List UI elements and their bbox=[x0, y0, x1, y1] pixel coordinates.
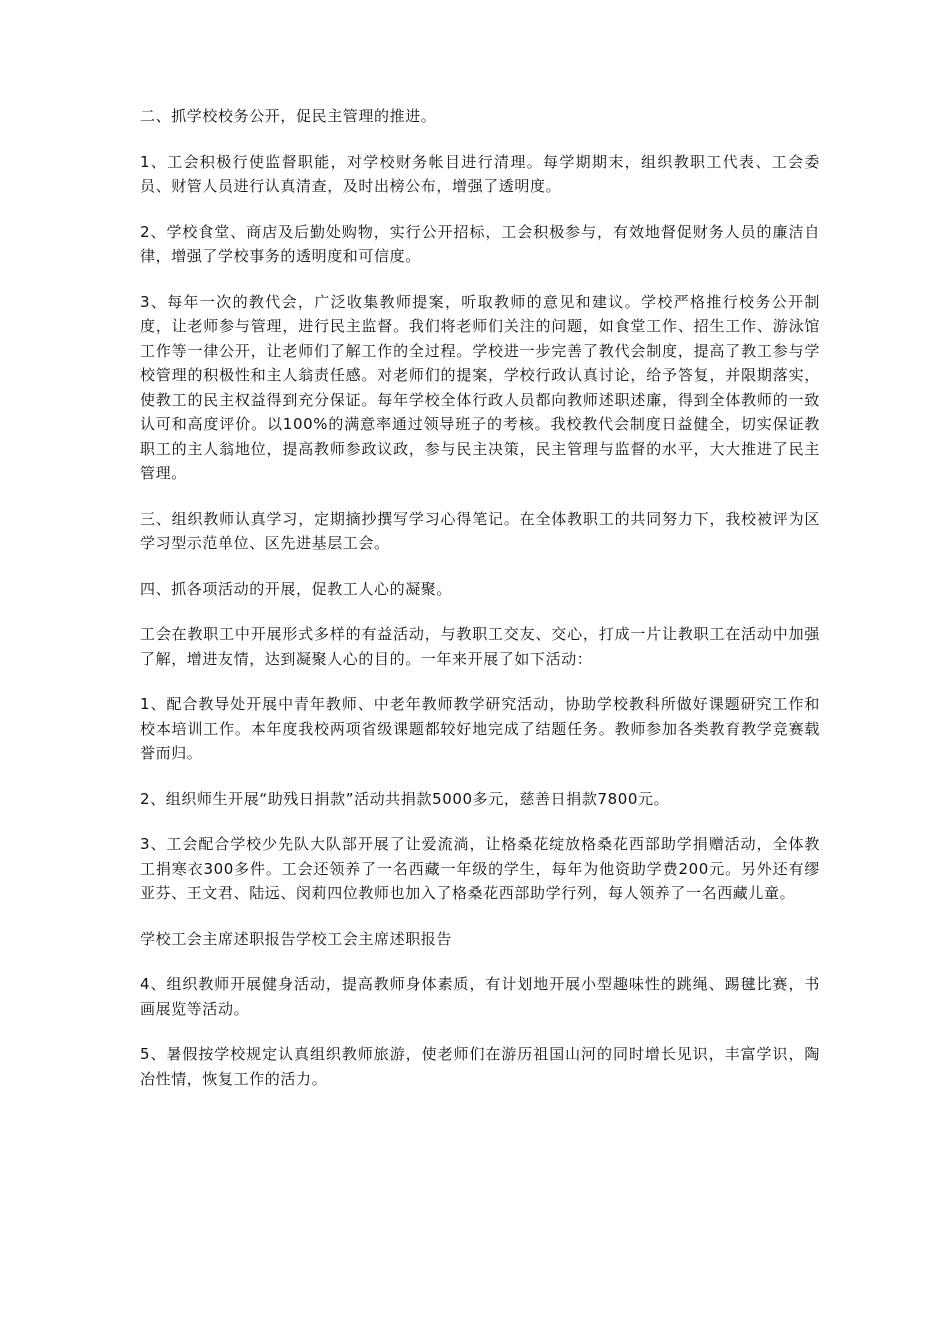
paragraph-activity-1: 1、配合教导处开展中青年教师、中老年教师教学研究活动，协助学校教科所做好课题研究工作和校本培训工作。本年度我校两项省级课题都较好地完成了结题任务。教师参加各类教育教学竞赛载誉而归。 bbox=[140, 695, 820, 762]
document-page bbox=[140, 104, 820, 1112]
paragraph-intro-activities: 工会在教职工中开展形式多样的有益活动，与教职工交友、交心，打成一片让教职工在活动中加强了解，增进友情，达到凝聚人心的目的。一年来开展了如下活动： bbox=[140, 625, 820, 668]
paragraph-activity-5: 5、暑假按学校规定认真组织教师旅游，使老师们在游历祖国山河的同时增长见识，丰富学识，陶冶性情，恢复工作的活力。 bbox=[140, 1045, 820, 1088]
report-title-line: 学校工会主席述职报告学校工会主席述职报告 bbox=[140, 929, 453, 948]
paragraph-item-3: 3、每年一次的教代会，广泛收集教师提案，听取教师的意见和建议。学校严格推行校务公开制度，让老师参与管理，进行民主监督。我们将老师们关注的问题，如食堂工作、招生工作、游泳馆工作等一律公开，让老师们了解工作的全过程。学校进一步完善了教代会制度，提高了教工参与学校管理的积极性和主人翁责任感。对老师们的提案，学校行政认真讨论，给予答复，并限期落实，使教工的民主权益得到充分保证。每年学校全体行政人员都向教师述职述廉，得到全体教师的一致认可和高度评价。以100%的满意率通过领导班子的考核。我校教代会制度日益健全，切实保证教职工的主人翁地位，提高教师参政议政，参与民主决策，民主管理与监督的水平，大大推进了民主管理。 bbox=[140, 292, 820, 482]
paragraph-item-1: 1、工会积极行使监督职能，对学校财务帐目进行清理。每学期期末，组织教职工代表、工会委员、财管人员进行认真清查，及时出榜公布，增强了透明度。 bbox=[140, 152, 820, 195]
section-heading-2: 二、抓学校校务公开，促民主管理的推进。 bbox=[140, 107, 437, 125]
paragraph-item-2: 2、学校食堂、商店及后勤处购物，实行公开招标，工会积极参与，有效地督促财务人员的廉洁自律，增强了学校事务的透明度和可信度。 bbox=[140, 222, 820, 265]
paragraph-activity-3: 3、工会配合学校少先队大队部开展了让爱流淌，让格桑花绽放格桑花西部助学捐赠活动，全体教工捐寒衣300多件。工会还领养了一名西藏一年级的学生，每年为他资助学费200元。另外还有缪亚芬、王文君、陆远、闵莉四位教师也加入了格桑花西部助学行列，每人领养了一名西藏儿童。 bbox=[140, 835, 820, 902]
section-heading-3: 三、组织教师认真学习，定期摘抄撰写学习心得笔记。在全体教职工的共同努力下，我校被评为区学习型示范单位、区先进基层工会。 bbox=[140, 509, 820, 552]
section-heading-4: 四、抓各项活动的开展，促教工人心的凝聚。 bbox=[140, 579, 453, 598]
paragraph-activity-4: 4、组织教师开展健身活动，提高教师身体素质，有计划地开展小型趣味性的跳绳、踢毽比赛，书画展览等活动。 bbox=[140, 975, 820, 1018]
paragraph-activity-2: 2、组织师生开展“助残日捐款”活动共捐款5000多元，慈善日捐款7800元。 bbox=[140, 789, 670, 808]
